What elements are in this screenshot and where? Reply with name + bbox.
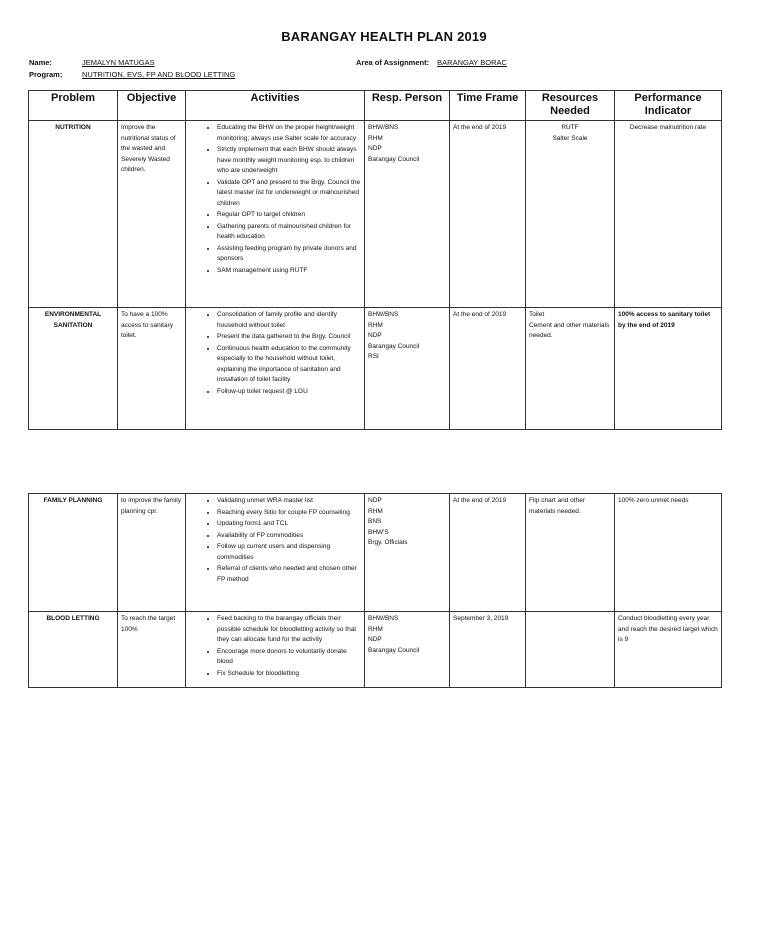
activity-item: • Fix Schedule for bloodletting: [217, 669, 361, 680]
activity-item: • Reaching every Sitio for couple FP counseling: [217, 508, 361, 519]
time-frame-cell: September 3, 2019: [450, 612, 526, 688]
activities-cell: [186, 308, 365, 430]
time-frame-cell: At the end of 2019: [450, 308, 526, 430]
performance-cell: Conduct bloodletting every year and reach the desired target which is 9: [615, 612, 722, 688]
activity-item: • Follow up current users and dispensing commodities: [217, 542, 361, 563]
objective-cell: To reach the target 100%: [118, 612, 186, 688]
activity-item: • Continuous health education to the community especially to the household without toilet, explaining the importance of sanitation and installation of toilet facility: [217, 344, 361, 386]
activity-item: • Educating the BHW on the proper height/weight monitoring; always use Salter scale for accuracy: [217, 123, 361, 144]
resource-item: Flip chart and other materials needed.: [529, 497, 586, 515]
activity-item: • Availability of FP commodities: [217, 531, 361, 542]
time-frame-cell: At the end of 2019: [450, 121, 526, 308]
resp-person: BNS: [368, 518, 382, 525]
page-title: BARANGAY HEALTH PLAN 2019: [281, 29, 487, 44]
performance-cell: 100% access to sanitary toilet by the end of 2019: [615, 308, 722, 430]
area-value: BARANGAY BORAC: [437, 58, 507, 67]
objective-cell: to improve the family planning cpr.: [118, 494, 186, 612]
resp-person: Barangay Council: [368, 155, 420, 163]
activity-item: • Regular OPT to target children: [217, 210, 361, 221]
resp-person-cell: [365, 612, 450, 688]
objective-cell: To have a 100% access to sanitary toilet.: [118, 308, 186, 430]
table-row: [29, 308, 722, 430]
resource-item: Toilet: [529, 311, 545, 318]
table-row: [29, 494, 722, 612]
activity-item: • Gathering parents of malnourished children for health education: [217, 222, 361, 243]
resource-item: Salter Scale: [552, 134, 588, 142]
resp-person: BHW/BNS: [368, 615, 399, 622]
activity-item: • Referral of clients who needed and chosen other FP method: [217, 564, 361, 585]
resp-person: RHM: [368, 625, 383, 633]
name-label: Name:: [29, 58, 52, 67]
activities-cell: [186, 612, 365, 688]
activities-cell: [186, 494, 365, 612]
resp-person: NDP: [368, 332, 382, 339]
activity-item: • SAM management using RUTF: [217, 266, 361, 277]
table-header-row: [29, 91, 722, 121]
activities-list: [189, 123, 361, 276]
header-performance: [615, 91, 722, 121]
header-resources-line2: Needed: [550, 105, 590, 117]
table-row: [29, 612, 722, 688]
resp-person: RHM: [368, 321, 383, 329]
program-value: NUTRITION, EVS, FP AND BLOOD LETTING: [82, 70, 236, 79]
resp-person: Brgy. Officials: [368, 539, 408, 546]
problem-cell: ENVIRONMENTAL SANITATION: [29, 308, 118, 430]
activities-list: [189, 614, 361, 679]
header-performance-line1: Performance: [634, 92, 702, 104]
resource-item: Cement and other materials needed.: [529, 321, 610, 339]
resp-person: RSI: [368, 353, 379, 360]
header-time-frame: Time Frame: [450, 91, 526, 121]
header-problem: Problem: [29, 91, 118, 121]
resp-person: NDP: [368, 145, 382, 152]
header-resp-person: Resp. Person: [365, 91, 450, 121]
header-objective: Objective: [118, 91, 186, 121]
table-row: [29, 121, 722, 308]
problem-cell: FAMILY PLANNING: [29, 494, 118, 612]
activity-item: • Assisting feeding program by private donors and sponsors: [217, 244, 361, 265]
problem-cell: BLOOD LETTING: [29, 612, 118, 688]
resources-cell: [526, 308, 615, 430]
header-activities: Activities: [186, 91, 365, 121]
area-field: [356, 58, 507, 67]
activities-cell: [186, 121, 365, 308]
activity-item: • Consolidation of family profile and identify household without toilet: [217, 310, 361, 331]
activity-item: • Encourage more donors to voluntarily donate blood: [217, 647, 361, 668]
resp-person-cell: [365, 308, 450, 430]
resp-person: Barangay Council: [368, 342, 420, 350]
resp-person: Barangay Council: [368, 646, 420, 654]
resp-person-cell: [365, 494, 450, 612]
resp-person: BHW/BNS: [368, 311, 399, 318]
health-plan-table-2: [28, 493, 722, 688]
activities-list: [189, 496, 361, 585]
area-label: Area of Assignment:: [356, 58, 430, 67]
objective-cell: Improve the nutritional status of the wasted and Severely Wasted children.: [118, 121, 186, 308]
resp-person: NDP: [368, 497, 382, 504]
performance-cell: Decrease malnutrition rate: [615, 121, 722, 308]
header-resources-line1: Resources: [541, 92, 599, 104]
performance-cell: 100% zero unmet needs: [615, 494, 722, 612]
activity-item: • Strictly implement that each BHW should always have monthly weight monitoring esp. to children who are underweight: [217, 145, 361, 177]
activities-list: [189, 310, 361, 397]
name-field: [29, 58, 155, 67]
resp-person-cell: [365, 121, 450, 308]
health-plan-table-1: [28, 90, 722, 430]
resp-person: RHM: [368, 507, 383, 515]
activity-item: • Updating form1 and TCL: [217, 519, 361, 530]
resp-person: RHM: [368, 134, 383, 142]
program-field: [29, 70, 236, 79]
resp-person: BHW'S: [368, 528, 389, 536]
activity-item: • Validating unmet WRA master list: [217, 496, 361, 507]
problem-cell: NUTRITION: [29, 121, 118, 308]
activity-item: • Present the data gathered to the Brgy. Council: [217, 332, 361, 343]
resource-item: RUTF: [561, 124, 579, 131]
resp-person: NDP: [368, 636, 382, 643]
activity-item: • Feed backing to the barangay officials their possible schedule for bloodletting activity so that they can allocate fund for the activity: [217, 614, 361, 646]
name-value: JEMALYN MATUGAS: [82, 58, 155, 67]
activity-item: • Follow-up toilet request @ LGU: [217, 387, 361, 398]
header-performance-line2: Indicator: [644, 105, 692, 117]
program-label: Program:: [29, 70, 63, 79]
header-resources: [526, 91, 615, 121]
time-frame-cell: At the end of 2019: [450, 494, 526, 612]
resources-cell: [526, 121, 615, 308]
resp-person: BHW/BNS: [368, 124, 399, 131]
resources-cell: [526, 612, 615, 688]
activity-item: • Validate OPT and present to the Brgy. Council the latest master list for underweight or malnourished children: [217, 178, 361, 210]
resources-cell: [526, 494, 615, 612]
